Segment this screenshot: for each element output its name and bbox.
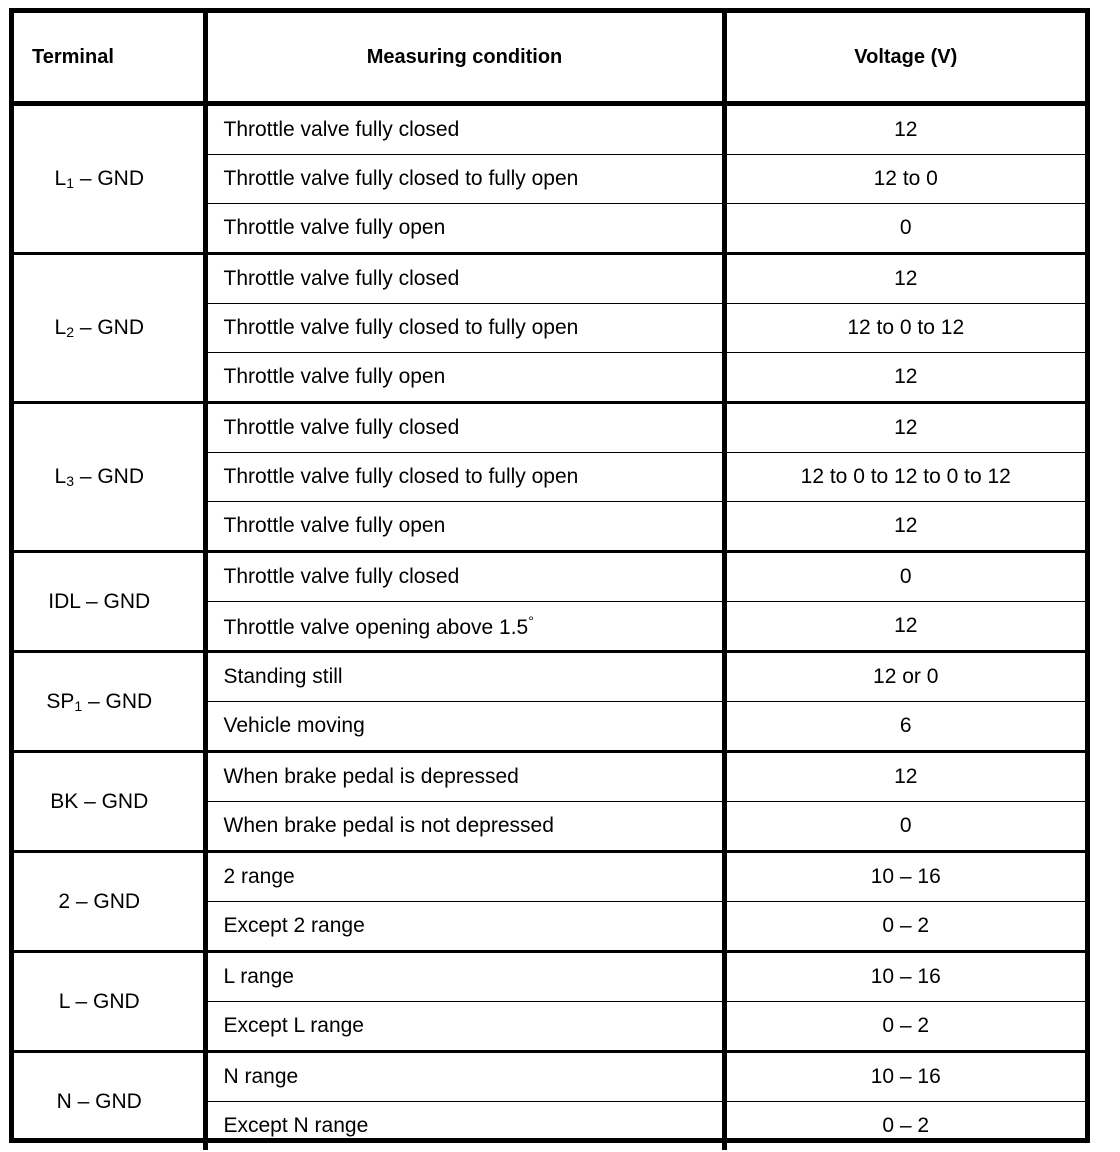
terminal-cell	[14, 852, 205, 952]
terminal-name: L	[54, 465, 67, 488]
condition-text: L range	[223, 965, 294, 988]
voltage-value: 12 to 0	[873, 167, 938, 190]
voltage-value: 0	[899, 814, 912, 837]
table-row	[14, 752, 1085, 802]
voltage-value: 10 – 16	[870, 1065, 941, 1088]
terminal-cell	[14, 104, 205, 254]
voltage-cell	[724, 602, 1085, 652]
header-voltage: Voltage (V)	[724, 13, 1085, 104]
condition-text: Standing still	[223, 665, 343, 688]
voltage-cell	[724, 552, 1085, 602]
voltage-cell	[724, 304, 1085, 353]
voltage-value: 0 – 2	[882, 1014, 930, 1037]
voltage-cell	[724, 652, 1085, 702]
voltage-value: 10 – 16	[870, 865, 941, 888]
terminal-cell	[14, 1052, 205, 1151]
condition-text: Throttle valve fully closed to fully open	[223, 167, 579, 190]
terminal-subscript: 1	[66, 175, 74, 191]
terminal-name: L	[58, 989, 70, 1013]
voltage-cell	[724, 403, 1085, 453]
condition-cell	[205, 1002, 724, 1052]
voltage-cell	[724, 104, 1085, 155]
table-row	[14, 952, 1085, 1002]
header-measuring-condition: Measuring condition	[205, 13, 724, 104]
condition-cell	[205, 453, 724, 502]
condition-cell	[205, 852, 724, 902]
voltage-cell	[724, 204, 1085, 254]
table-row	[14, 652, 1085, 702]
condition-text: Throttle valve fully closed to fully open	[223, 316, 579, 339]
table-row	[14, 104, 1085, 155]
table-row	[14, 852, 1085, 902]
condition-cell	[205, 802, 724, 852]
condition-text: Throttle valve opening above 1.5	[223, 615, 529, 639]
header-terminal: Terminal	[14, 13, 205, 104]
condition-cell	[205, 752, 724, 802]
voltage-cell	[724, 1052, 1085, 1102]
condition-text: Throttle valve fully open	[223, 216, 446, 239]
condition-text: Except L range	[223, 1014, 364, 1037]
condition-cell	[205, 155, 724, 204]
terminal-ground: – GND	[73, 316, 144, 339]
header-row	[14, 13, 1085, 104]
voltage-value: 12	[894, 416, 918, 439]
voltage-value: 0	[899, 565, 912, 588]
terminal-name: SP	[46, 689, 75, 713]
condition-cell	[205, 902, 724, 952]
terminal-ground: – GND	[73, 167, 144, 190]
voltage-cell	[724, 1002, 1085, 1052]
voltage-value: 0 – 2	[882, 1114, 930, 1137]
voltage-value: 12	[894, 765, 918, 788]
condition-text: Throttle valve fully closed	[223, 267, 460, 290]
voltage-cell	[724, 702, 1085, 752]
condition-cell	[205, 1102, 724, 1151]
condition-cell	[205, 104, 724, 155]
voltage-cell	[724, 453, 1085, 502]
condition-cell	[205, 1052, 724, 1102]
terminal-ground: – GND	[78, 789, 149, 813]
voltage-cell	[724, 353, 1085, 403]
condition-text: Throttle valve fully closed	[223, 416, 460, 439]
condition-text: Throttle valve fully closed to fully open	[223, 465, 579, 488]
terminal-voltage-table	[14, 13, 1085, 1150]
voltage-value: 12	[894, 514, 918, 537]
voltage-cell	[724, 902, 1085, 952]
terminal-name: 2	[58, 889, 71, 913]
terminal-name: N	[56, 1089, 72, 1113]
condition-text: N range	[223, 1065, 299, 1088]
terminal-ground: – GND	[71, 1089, 142, 1113]
terminal-ground: – GND	[73, 465, 144, 488]
terminal-subscript: 2	[66, 324, 74, 340]
condition-cell	[205, 304, 724, 353]
condition-cell	[205, 254, 724, 304]
table-body	[14, 104, 1085, 1151]
condition-text: Throttle valve fully closed	[223, 565, 460, 588]
voltage-value: 12	[894, 614, 918, 637]
table-row	[14, 552, 1085, 602]
terminal-subscript: 1	[74, 697, 83, 714]
terminal-name: L	[54, 167, 67, 190]
condition-text: Except N range	[223, 1114, 369, 1137]
terminal-cell	[14, 952, 205, 1052]
terminal-ground: – GND	[80, 589, 151, 613]
condition-cell	[205, 952, 724, 1002]
condition-cell	[205, 502, 724, 552]
voltage-value: 12	[894, 118, 918, 141]
condition-text: Throttle valve fully open	[223, 514, 446, 537]
terminal-cell	[14, 254, 205, 403]
voltage-value: 10 – 16	[870, 965, 941, 988]
condition-text: When brake pedal is depressed	[223, 765, 519, 788]
terminal-subscript: 3	[66, 473, 74, 489]
voltage-cell	[724, 852, 1085, 902]
voltage-value: 12 to 0 to 12 to 0 to 12	[800, 465, 1011, 488]
table-row	[14, 254, 1085, 304]
voltage-cell	[724, 802, 1085, 852]
voltage-cell	[724, 155, 1085, 204]
condition-text: Except 2 range	[223, 914, 365, 937]
voltage-value: 12 or 0	[873, 665, 939, 688]
condition-cell	[205, 204, 724, 254]
degree-symbol: °	[528, 612, 534, 629]
voltage-value: 12 to 0 to 12	[847, 316, 965, 339]
voltage-value: 6	[899, 714, 912, 737]
terminal-cell	[14, 652, 205, 752]
voltage-value: 12	[894, 267, 918, 290]
voltage-value: 0 – 2	[882, 914, 930, 937]
condition-text: Throttle valve fully closed	[223, 118, 460, 141]
condition-cell	[205, 403, 724, 453]
condition-text: When brake pedal is not depressed	[223, 814, 554, 837]
condition-text: Vehicle moving	[223, 714, 365, 737]
condition-cell	[205, 552, 724, 602]
voltage-cell	[724, 254, 1085, 304]
table-row	[14, 1052, 1085, 1102]
voltage-value: 0	[899, 216, 912, 239]
condition-text: 2 range	[223, 865, 295, 888]
terminal-name: L	[54, 316, 67, 339]
terminal-ground: – GND	[70, 889, 141, 913]
voltage-table-frame	[9, 8, 1090, 1143]
condition-cell	[205, 602, 724, 652]
terminal-cell	[14, 752, 205, 852]
condition-cell	[205, 652, 724, 702]
terminal-name: IDL	[48, 589, 81, 613]
terminal-ground: – GND	[69, 989, 140, 1013]
condition-cell	[205, 702, 724, 752]
condition-cell	[205, 353, 724, 403]
voltage-cell	[724, 752, 1085, 802]
terminal-name: BK	[50, 789, 79, 813]
voltage-value: 12	[894, 365, 918, 388]
table-row	[14, 403, 1085, 453]
condition-text: Throttle valve fully open	[223, 365, 446, 388]
terminal-ground: – GND	[82, 689, 153, 713]
voltage-cell	[724, 952, 1085, 1002]
terminal-cell	[14, 403, 205, 552]
voltage-cell	[724, 502, 1085, 552]
voltage-cell	[724, 1102, 1085, 1151]
terminal-cell	[14, 552, 205, 652]
